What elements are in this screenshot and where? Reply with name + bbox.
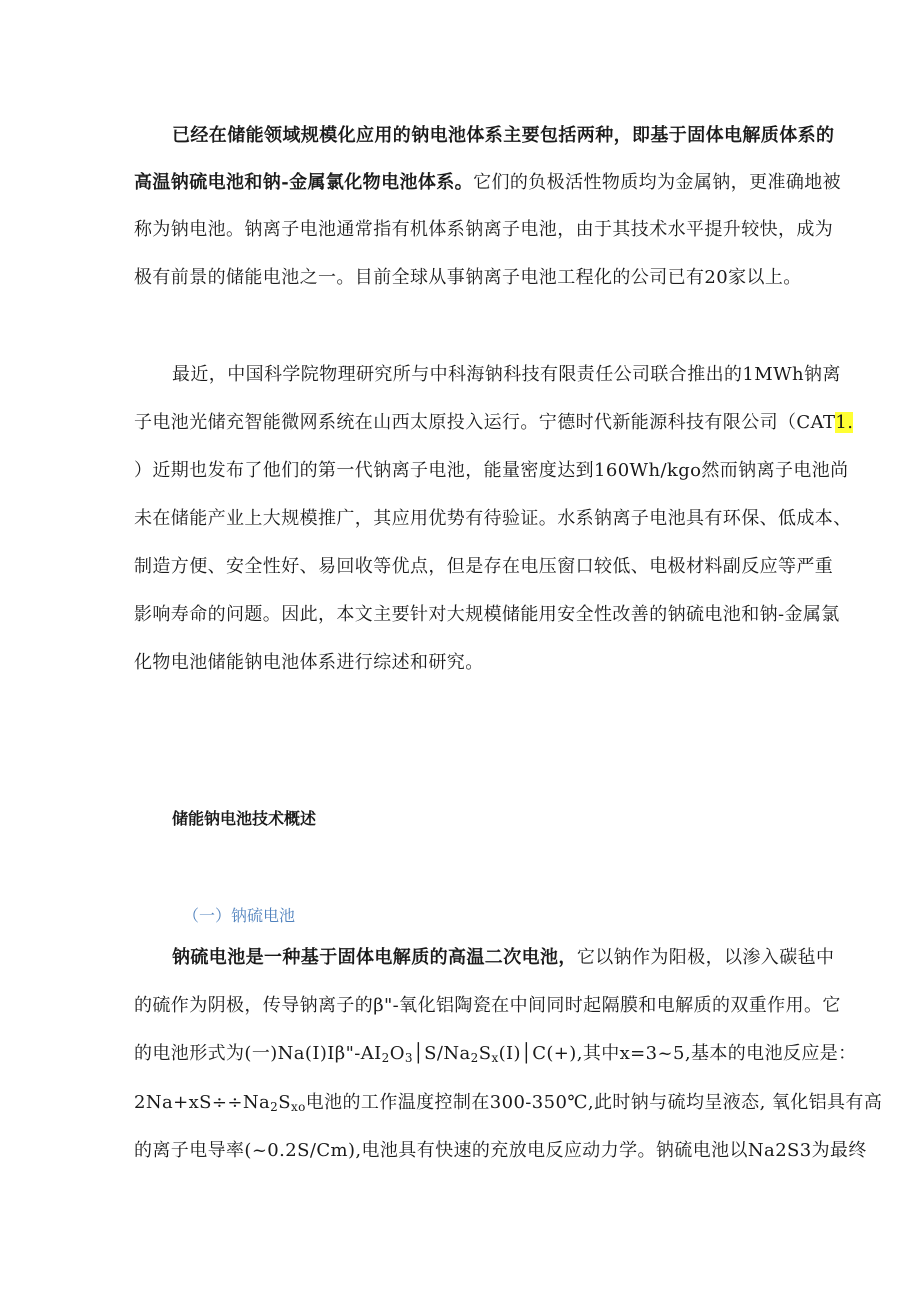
formula-subscript: 2 bbox=[381, 1051, 390, 1065]
para2-line5: 制造方便、安全性好、易回收等优点，但是存在电压窗口较低、电极材料副反应等严重 bbox=[134, 556, 834, 577]
para2-line2 bbox=[134, 411, 853, 435]
para1-line1: 已经在储能领域规模化应用的钠电池体系主要包括两种，即基于固体电解质体系的 bbox=[172, 125, 835, 146]
subsection-heading: （一）钠硫电池 bbox=[183, 906, 296, 925]
formula-part: │S∕Na bbox=[412, 1043, 471, 1064]
para2-line2-text: 子电池光储充智能微网系统在山西太原投入运行。宁德时代新能源科技有限公司（CAT bbox=[134, 412, 836, 433]
para3-line1-rest: 它以钠作为阳极，以渗入碳毡中 bbox=[576, 947, 835, 968]
para1-line3: 称为钠电池。钠离子电池通常指有机体系钠离子电池，由于其技术水平提升较快，成为 bbox=[134, 219, 834, 240]
para2-line3: ）近期也发布了他们的第一代钠离子电池，能量密度达到160Wh/kgo然而钠离子电池尚 bbox=[134, 460, 849, 481]
para1-line2 bbox=[134, 171, 841, 195]
para2-line4: 未在储能产业上大规模推广，其应用优势有待验证。水系钠离子电池具有环保、低成本、 bbox=[134, 508, 852, 529]
formula-part: O bbox=[389, 1043, 405, 1064]
reaction-part: 2Na+xS÷÷Na bbox=[134, 1092, 271, 1113]
formula-part: S bbox=[478, 1043, 492, 1064]
formula-subscript: 2 bbox=[470, 1051, 479, 1065]
para2-line1: 最近，中国科学院物理研究所与中科海钠科技有限责任公司联合推出的1MWh钠离 bbox=[172, 364, 841, 385]
reaction-subscript: xo bbox=[290, 1100, 306, 1114]
para3-line4-reaction bbox=[134, 1091, 882, 1119]
highlighted-text: 1. bbox=[835, 412, 854, 433]
section-heading: 储能钠电池技术概述 bbox=[172, 809, 317, 828]
formula-subscript: x bbox=[491, 1051, 499, 1065]
reaction-subscript: 2 bbox=[270, 1100, 279, 1114]
para3-line3-formula bbox=[134, 1042, 857, 1070]
reaction-part: S bbox=[278, 1092, 291, 1113]
formula-subscript: 3 bbox=[404, 1051, 413, 1065]
para1-line4: 极有前景的储能电池之一。目前全球从事钠离子电池工程化的公司已有20家以上。 bbox=[134, 267, 802, 288]
para1-line2-rest: 它们的负极活性物质均为金属钠，更准确地被 bbox=[473, 172, 842, 193]
formula-part: (I)│C(+),其中x=3~5,基本的电池反应是： bbox=[498, 1043, 857, 1064]
para2-line6: 影响寿命的问题。因此，本文主要针对大规模储能用安全性改善的钠硫电池和钠-金属氯 bbox=[134, 604, 840, 625]
para2-line7: 化物电池储能钠电池体系进行综述和研究。 bbox=[134, 652, 484, 673]
reaction-part: 电池的工作温度控制在300-350℃,此时钠与硫均呈液态, 氧化铝具有高 bbox=[305, 1092, 883, 1113]
para1-line2-bold: 高温钠硫电池和钠-金属氯化物电池体系。 bbox=[134, 172, 474, 193]
formula-part: 的电池形式为(一)Na(I)Iβ"-AI bbox=[134, 1043, 382, 1064]
para3-line1 bbox=[172, 946, 834, 970]
para3-line1-bold: 钠硫电池是一种基于固体电解质的高温二次电池， bbox=[172, 947, 577, 968]
para3-line2: 的硫作为阴极，传导钠离子的β"-氧化铝陶瓷在中间同时起隔膜和电解质的双重作用。它 bbox=[134, 995, 841, 1016]
para3-line5: 的离子电导率(~0.2S/Cm),电池具有快速的充放电反应动力学。钠硫电池以Na2S3为最终 bbox=[134, 1140, 867, 1161]
